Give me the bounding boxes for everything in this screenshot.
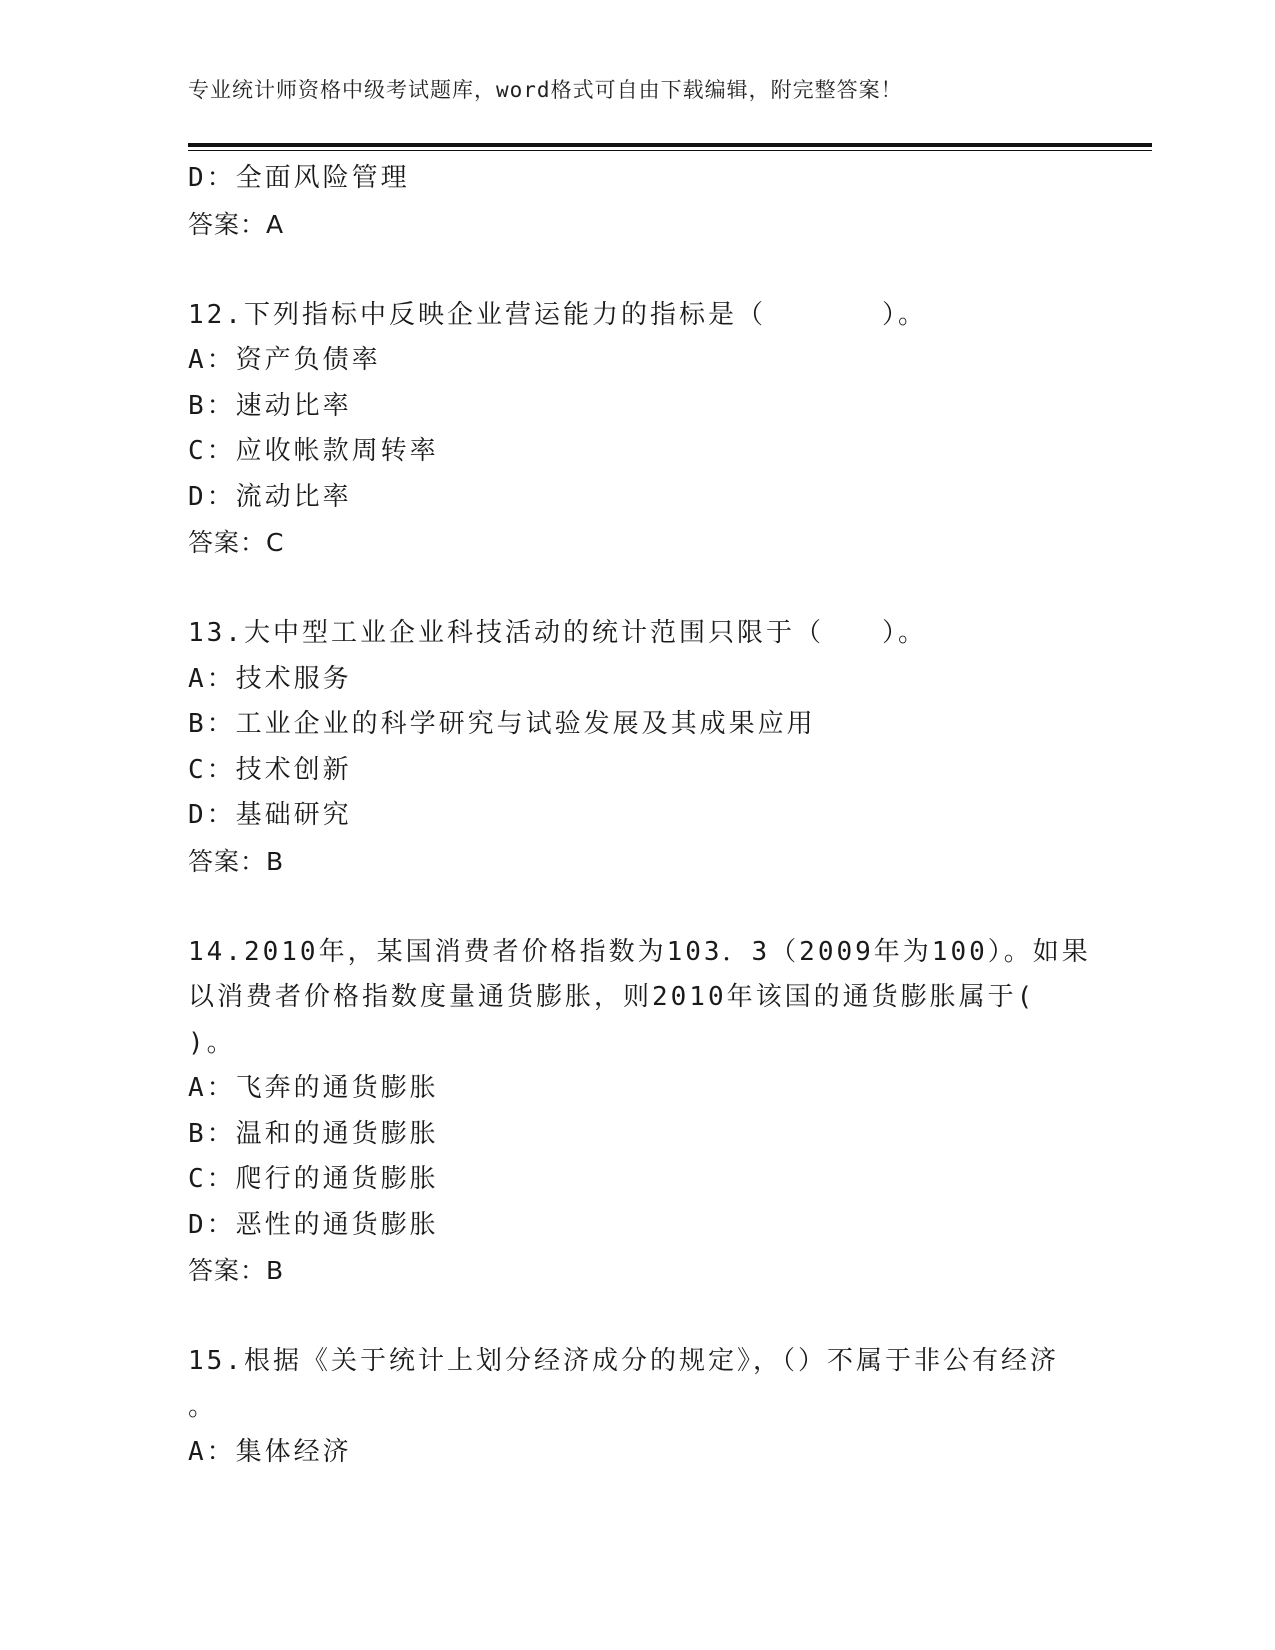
question-stem: 13.大中型工业企业科技活动的统计范围只限于（ ）。: [188, 618, 927, 648]
option-d: D：全面风险管理: [188, 163, 410, 193]
option-c: C：爬行的通货膨胀: [188, 1164, 439, 1194]
question-content: [188, 156, 1091, 1476]
header-rule-thick: [188, 143, 1152, 147]
question-stem-line-3: )。: [188, 1027, 236, 1058]
option-c: C：应收帐款周转率: [188, 436, 439, 466]
question-stem-line-1: 15.根据《关于统计上划分经济成分的规定》，（）不属于非公有经济: [188, 1346, 1059, 1376]
option-a: A：飞奔的通货膨胀: [188, 1073, 439, 1103]
question-stem-line-1: 14.2010年，某国消费者价格指数为103．3（2009年为100）。如果: [188, 936, 1091, 967]
option-a: A：资产负债率: [188, 345, 381, 375]
answer: 答案：B: [188, 1256, 285, 1285]
answer: 答案：B: [188, 846, 285, 876]
option-b: B：速动比率: [188, 390, 352, 421]
question-13: [188, 611, 1088, 884]
answer: 答案：A: [188, 209, 285, 239]
page-header: 专业统计师资格中级考试题库，word格式可自由下载编辑，附完整答案！: [188, 78, 903, 102]
option-b: B：工业企业的科学研究与试验发展及其成果应用: [188, 709, 816, 739]
option-d: D：流动比率: [188, 481, 352, 512]
option-d: D：恶性的通货膨胀: [188, 1209, 439, 1240]
question-14: [188, 930, 1091, 1294]
option-a: A：技术服务: [188, 663, 352, 694]
question-12: [188, 293, 1088, 566]
question-stem: 12.下列指标中反映企业营运能力的指标是（ ）。: [188, 299, 927, 330]
option-b: B：温和的通货膨胀: [188, 1118, 439, 1149]
option-a: A：集体经济: [188, 1437, 352, 1467]
answer: 答案：C: [188, 528, 285, 557]
question-15: [188, 1339, 1088, 1476]
option-d: D：基础研究: [188, 800, 352, 830]
option-c: C：技术创新: [188, 754, 352, 785]
header-rule-thin: [188, 150, 1152, 151]
question-stem-line-2: 。: [188, 1391, 218, 1422]
question-stem-line-2: 以消费者价格指数度量通货膨胀，则2010年该国的通货膨胀属于(: [188, 982, 1036, 1012]
